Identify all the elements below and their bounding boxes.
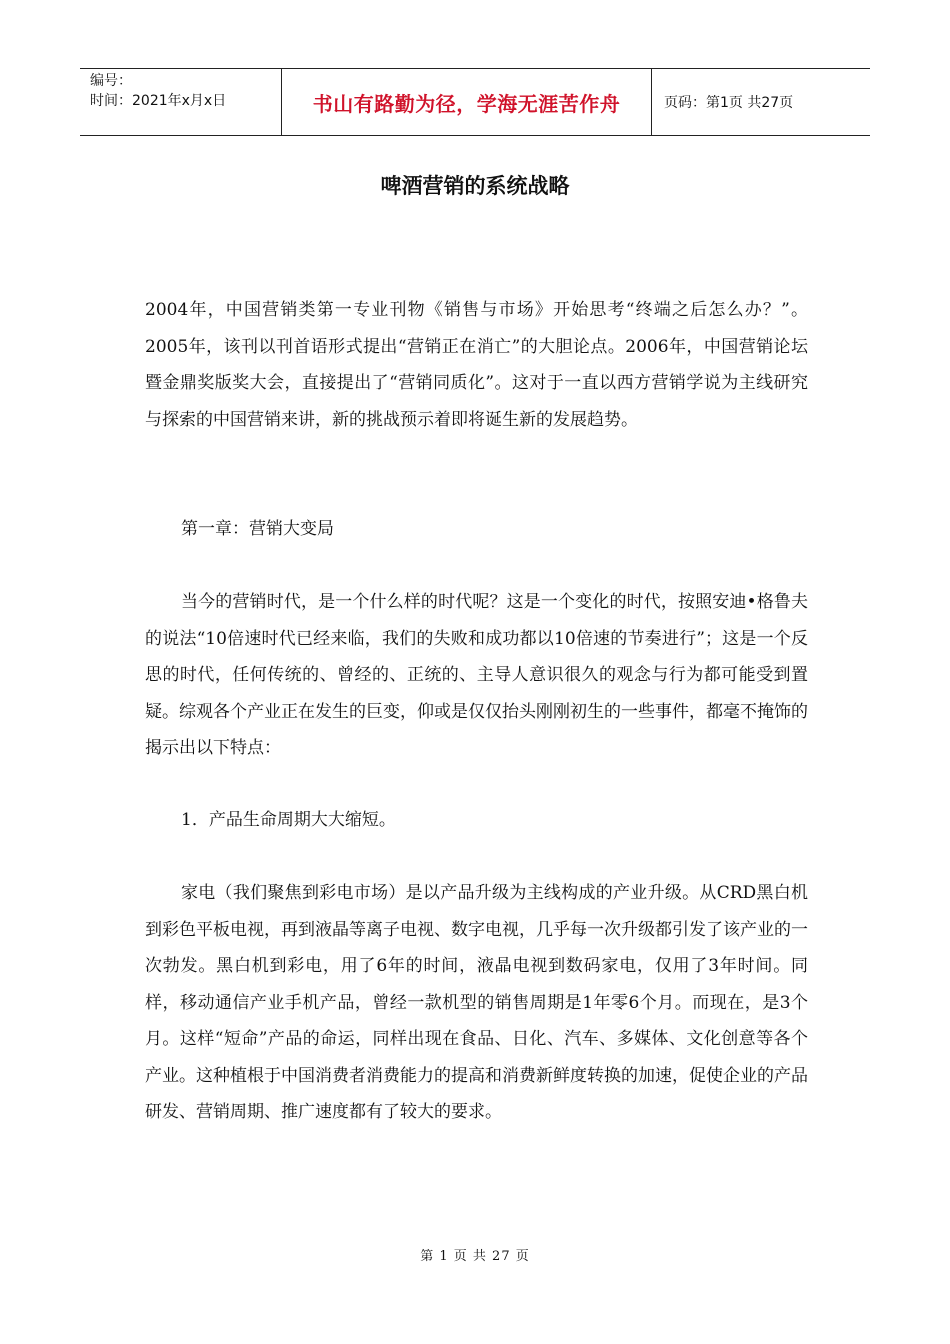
paragraph: 2004年，中国营销类第一专业刊物《销售与市场》开始思考“终端之后怎么办？”。2005年，该刊以刊首语形式提出“营销正在消亡”的大胆论点。2006年，中国营销论坛暨金鼎奖版奖大会，直接提出了“营销同质化”。这对于一直以西方营销学说为主线研究与探索的中国营销来讲，新的挑战预示着即将诞生新的发展趋势。 xyxy=(145,300,808,430)
chapter-heading: 第一章：营销大变局 xyxy=(181,519,334,539)
point-heading: 1．产品生命周期大大缩短。 xyxy=(181,810,396,830)
document-header xyxy=(80,68,870,136)
header-motto: 书山有路勤为径，学海无涯苦作舟 xyxy=(312,91,621,116)
header-page-cell xyxy=(652,69,870,135)
intro-section xyxy=(145,292,808,438)
header-meta-cell xyxy=(80,69,282,135)
document-date-label: 时间：2021年x月x日 xyxy=(90,93,227,109)
point-body-section xyxy=(145,875,808,1131)
paragraph: 当今的营销时代，是一个什么样的时代呢？这是一个变化的时代，按照安迪•格鲁夫的说法“10倍速时代已经来临，我们的失败和成功都以10倍速的节奏进行”；这是一个反思的时代，任何传统的、曾经的、正统的、主导人意识很久的观念与行为都可能受到置疑。综观各个产业正在发生的巨变，仰或是仅仅抬头刚刚初生的一些事件，都毫不掩饰的揭示出以下特点： xyxy=(145,592,808,758)
chapter-intro-section xyxy=(145,584,808,767)
page-footer: 第 1 页 共 27 页 xyxy=(420,1249,530,1264)
chapter-heading-section xyxy=(145,511,808,548)
point-heading-section xyxy=(145,802,808,839)
document-number-label: 编号： xyxy=(90,73,132,89)
document-title: 啤酒营销的系统战略 xyxy=(380,174,570,198)
header-motto-cell xyxy=(282,69,652,135)
header-page-label: 页码：第1页 共27页 xyxy=(664,95,794,111)
paragraph: 家电（我们聚焦到彩电市场）是以产品升级为主线构成的产业升级。从CRD黑白机到彩色平板电视，再到液晶等离子电视、数字电视，几乎每一次升级都引发了该产业的一次勃发。黑白机到彩电，用了6年的时间，液晶电视到数码家电，仅用了3年时间。同样，移动通信产业手机产品，曾经一款机型的销售周期是1年零6个月。而现在，是3个月。这样“短命”产品的命运，同样出现在食品、日化、汽车、多媒体、文化创意等各个产业。这种植根于中国消费者消费能力的提高和消费新鲜度转换的加速，促使企业的产品研发、营销周期、推广速度都有了较大的要求。 xyxy=(145,883,808,1122)
